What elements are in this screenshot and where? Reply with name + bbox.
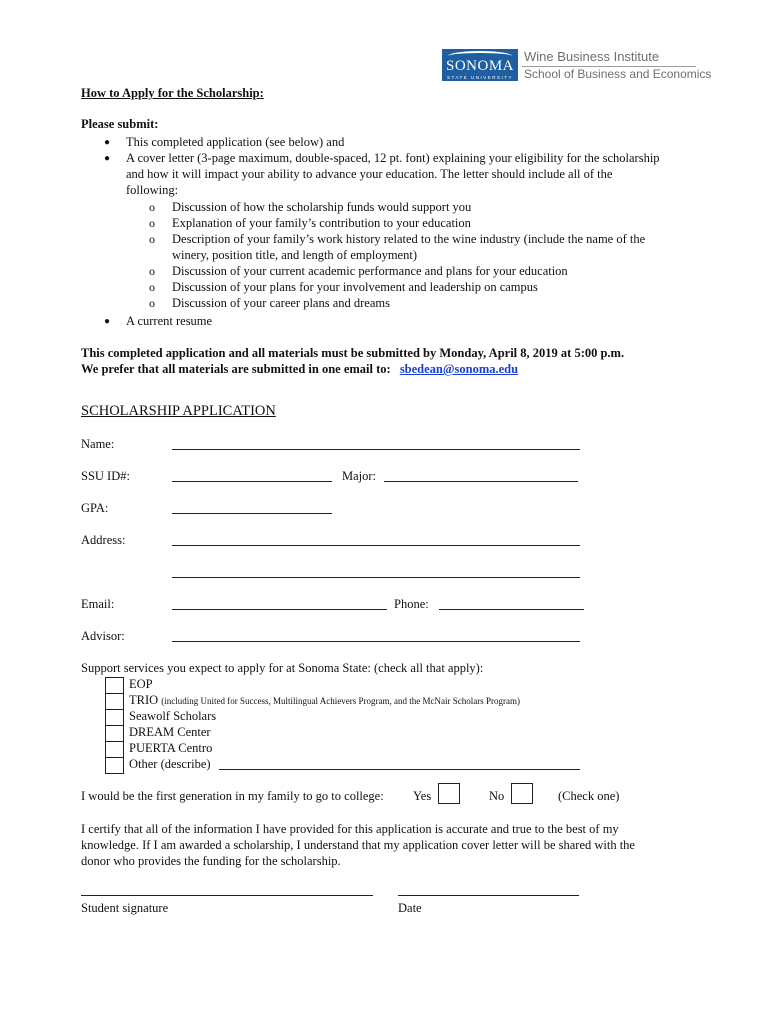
circle-bullet-icon: o [149, 200, 155, 214]
school-name: School of Business and Economics [524, 67, 712, 81]
option-other: Other (describe) [129, 757, 211, 771]
option-puerta: PUERTA Centro [129, 741, 213, 755]
sub-item-leadership: Discussion of your plans for your involvement and leadership on campus [172, 280, 538, 294]
option-eop: EOP [129, 677, 153, 691]
certify-text-3: donor who provides the funding for the scholarship. [81, 854, 341, 868]
address-label: Address: [81, 533, 126, 547]
circle-bullet-icon: o [149, 264, 155, 278]
circle-bullet-icon: o [149, 232, 155, 246]
signature-label: Student signature [81, 901, 169, 915]
checkbox-other[interactable] [105, 757, 124, 774]
option-trio-note: (including United for Success, Multilingual Achievers Program, and the McNair Scholars Program) [161, 696, 520, 706]
bullet-cover-letter-3: following: [126, 183, 179, 197]
no-label: No [489, 789, 505, 803]
submission-email-link[interactable]: sbedean@sonoma.edu [399, 362, 519, 376]
certify-text-1: I certify that all of the information I have provided for this application is accurate and true to the best of my [81, 822, 619, 836]
sub-item-funds: Discussion of how the scholarship funds would support you [172, 200, 472, 214]
institute-name: Wine Business Institute [524, 49, 660, 64]
certify-text-2: knowledge. If I am awarded a scholarship, I understand that my application cover letter will be shared with the [81, 838, 635, 852]
email-field[interactable] [172, 609, 387, 610]
address-field-2[interactable] [172, 577, 580, 578]
name-field[interactable] [172, 449, 580, 450]
support-services-label: Support services you expect to apply for at Sonoma State: (check all that apply): [81, 661, 484, 675]
ssuid-label: SSU ID#: [81, 469, 130, 483]
bullet-cover-letter-2: and how it will impact your ability to advance your education. The letter should include all of the [126, 167, 613, 181]
circle-bullet-icon: o [149, 280, 155, 294]
circle-bullet-icon: o [149, 216, 155, 230]
date-field[interactable] [398, 895, 579, 896]
gpa-field[interactable] [172, 513, 332, 514]
bullet-application: This completed application (see below) and [126, 135, 345, 149]
option-trio-label: TRIO [129, 693, 159, 707]
checkbox-trio[interactable] [105, 693, 124, 710]
checkbox-dream[interactable] [105, 725, 124, 742]
bullet-icon: ● [104, 316, 111, 327]
major-label: Major: [342, 469, 377, 483]
sonoma-logo [442, 49, 518, 81]
name-label: Name: [81, 437, 115, 451]
check-one-note: (Check one) [558, 789, 620, 803]
checkbox-seawolf[interactable] [105, 709, 124, 726]
other-describe-field[interactable] [219, 769, 580, 770]
phone-field[interactable] [439, 609, 584, 610]
form-title: SCHOLARSHIP APPLICATION [81, 403, 276, 419]
logo-sub: STATE UNIVERSITY [446, 75, 514, 80]
sub-item-academic: Discussion of your current academic performance and plans for your education [172, 264, 568, 278]
first-gen-label: I would be the first generation in my family to go to college: [81, 789, 384, 803]
circle-bullet-icon: o [149, 296, 155, 310]
yes-label: Yes [413, 789, 432, 803]
bullet-icon: ● [104, 137, 111, 148]
prefer-label: We prefer that all materials are submitted in one email to: [81, 362, 391, 376]
sub-item-career: Discussion of your career plans and dreams [172, 296, 390, 310]
sub-item-work-history-1: Description of your family’s work history related to the wine industry (include the name of the [172, 232, 646, 246]
checkbox-eop[interactable] [105, 677, 124, 694]
sub-item-work-history-2: winery, position title, and length of employment) [172, 248, 417, 262]
option-seawolf: Seawolf Scholars [129, 709, 217, 723]
date-label: Date [398, 901, 422, 915]
bullet-resume: A current resume [126, 314, 213, 328]
checkbox-no[interactable] [511, 783, 533, 804]
deadline-text: This completed application and all materials must be submitted by Monday, April 8, 2019 at 5:00 p.m. [81, 346, 625, 360]
bullet-cover-letter-1: A cover letter (3-page maximum, double-spaced, 12 pt. font) explaining your eligibility for the scholarship [126, 151, 660, 165]
major-field[interactable] [384, 481, 578, 482]
address-field-1[interactable] [172, 545, 580, 546]
prefer-text [81, 362, 518, 377]
ssuid-field[interactable] [172, 481, 332, 482]
checkbox-puerta[interactable] [105, 741, 124, 758]
gpa-label: GPA: [81, 501, 109, 515]
logo-word: SONOMA [445, 58, 514, 74]
advisor-label: Advisor: [81, 629, 125, 643]
howto-title: How to Apply for the Scholarship: [81, 86, 264, 100]
sub-item-family-contribution: Explanation of your family’s contribution to your education [172, 216, 471, 230]
signature-field[interactable] [81, 895, 373, 896]
option-trio [129, 693, 520, 708]
bullet-icon: ● [104, 153, 111, 164]
email-label: Email: [81, 597, 115, 611]
please-submit: Please submit: [81, 117, 159, 131]
phone-label: Phone: [394, 597, 429, 611]
checkbox-yes[interactable] [438, 783, 460, 804]
option-dream: DREAM Center [129, 725, 211, 739]
advisor-field[interactable] [172, 641, 580, 642]
